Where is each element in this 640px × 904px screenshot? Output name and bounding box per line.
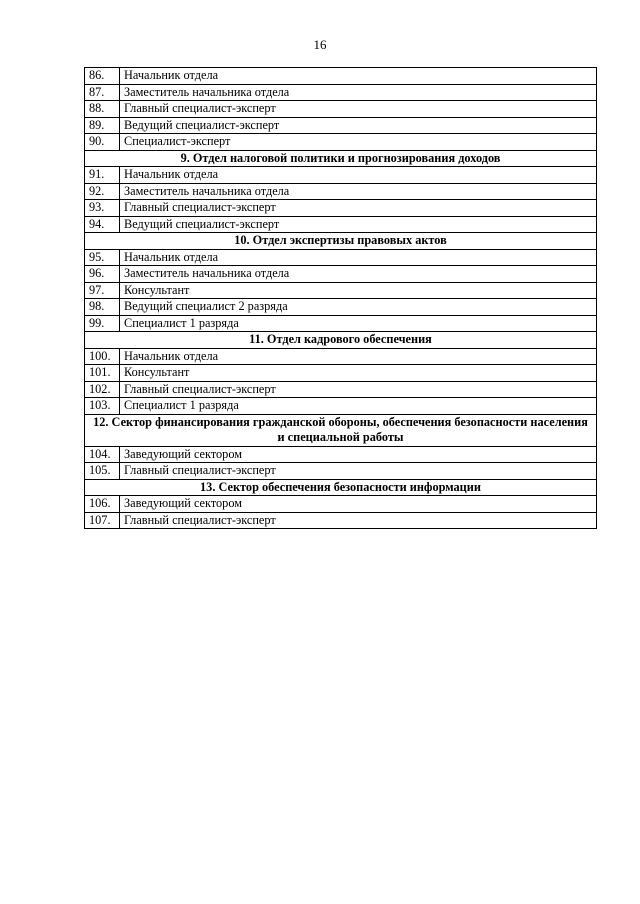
position-row: [85, 216, 597, 233]
section-title: 13. Сектор обеспечения безопасности информации: [85, 479, 597, 496]
position-title: Ведущий специалист-эксперт: [120, 216, 597, 233]
position-title: Специалист-эксперт: [120, 134, 597, 151]
position-number: 99.: [85, 315, 120, 332]
section-header-row: [85, 414, 597, 446]
position-number: 90.: [85, 134, 120, 151]
position-row: [85, 446, 597, 463]
position-title: Консультант: [120, 282, 597, 299]
position-number: 92.: [85, 183, 120, 200]
position-number: 89.: [85, 117, 120, 134]
position-row: [85, 398, 597, 415]
position-row: [85, 101, 597, 118]
position-number: 101.: [85, 365, 120, 382]
position-number: 93.: [85, 200, 120, 217]
staff-table-body: [85, 68, 597, 529]
position-number: 104.: [85, 446, 120, 463]
position-number: 86.: [85, 68, 120, 85]
position-number: 100.: [85, 348, 120, 365]
position-row: [85, 84, 597, 101]
section-title: 10. Отдел экспертизы правовых актов: [85, 233, 597, 250]
page-number: 16: [313, 37, 327, 52]
position-row: [85, 200, 597, 217]
position-title: Начальник отдела: [120, 68, 597, 85]
position-row: [85, 365, 597, 382]
position-row: [85, 496, 597, 513]
staff-positions-table: [84, 67, 597, 529]
position-row: [85, 463, 597, 480]
position-title: Консультант: [120, 365, 597, 382]
section-title: 11. Отдел кадрового обеспечения: [85, 332, 597, 349]
position-number: 96.: [85, 266, 120, 283]
position-row: [85, 134, 597, 151]
position-row: [85, 68, 597, 85]
position-title: Заведующий сектором: [120, 446, 597, 463]
position-title: Ведущий специалист 2 разряда: [120, 299, 597, 316]
position-title: Начальник отдела: [120, 348, 597, 365]
position-number: 94.: [85, 216, 120, 233]
position-number: 91.: [85, 167, 120, 184]
position-row: [85, 282, 597, 299]
section-header-row: [85, 233, 597, 250]
position-title: Специалист 1 разряда: [120, 315, 597, 332]
position-title: Начальник отдела: [120, 249, 597, 266]
position-row: [85, 315, 597, 332]
section-header-row: [85, 479, 597, 496]
section-header-row: [85, 332, 597, 349]
position-number: 105.: [85, 463, 120, 480]
position-title: Главный специалист-эксперт: [120, 512, 597, 529]
position-title: Начальник отдела: [120, 167, 597, 184]
position-title: Главный специалист-эксперт: [120, 200, 597, 217]
position-number: 98.: [85, 299, 120, 316]
position-row: [85, 348, 597, 365]
position-row: [85, 183, 597, 200]
position-number: 88.: [85, 101, 120, 118]
position-row: [85, 266, 597, 283]
position-row: [85, 512, 597, 529]
position-title: Заместитель начальника отдела: [120, 266, 597, 283]
position-title: Специалист 1 разряда: [120, 398, 597, 415]
section-header-row: [85, 150, 597, 167]
position-title: Главный специалист-эксперт: [120, 463, 597, 480]
position-title: Главный специалист-эксперт: [120, 381, 597, 398]
position-row: [85, 249, 597, 266]
position-row: [85, 117, 597, 134]
section-title: 9. Отдел налоговой политики и прогнозирования доходов: [85, 150, 597, 167]
position-number: 107.: [85, 512, 120, 529]
position-number: 103.: [85, 398, 120, 415]
section-title: 12. Сектор финансирования гражданской обороны, обеспечения безопасности населения и специальной работы: [85, 414, 597, 446]
position-number: 106.: [85, 496, 120, 513]
position-title: Заместитель начальника отдела: [120, 84, 597, 101]
position-title: Заведующий сектором: [120, 496, 597, 513]
position-row: [85, 381, 597, 398]
position-number: 102.: [85, 381, 120, 398]
position-number: 97.: [85, 282, 120, 299]
position-row: [85, 299, 597, 316]
position-title: Главный специалист-эксперт: [120, 101, 597, 118]
position-title: Заместитель начальника отдела: [120, 183, 597, 200]
position-title: Ведущий специалист-эксперт: [120, 117, 597, 134]
position-number: 87.: [85, 84, 120, 101]
position-row: [85, 167, 597, 184]
position-number: 95.: [85, 249, 120, 266]
